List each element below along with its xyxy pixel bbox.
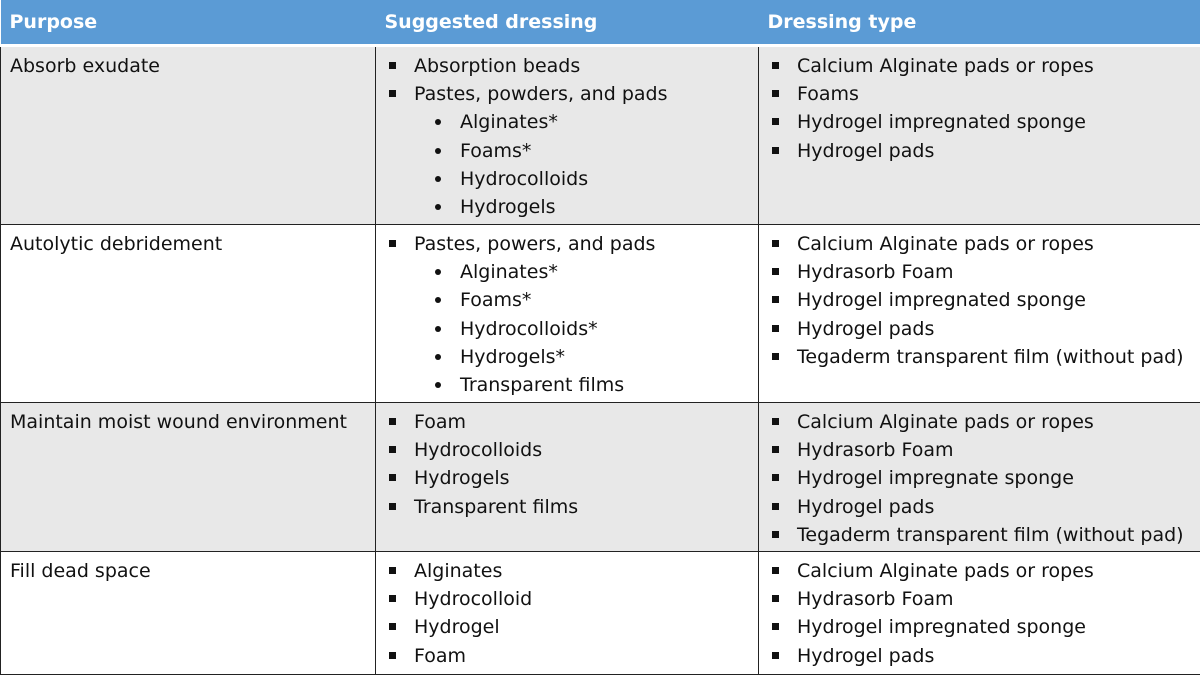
list-item-label: Hydrocolloid xyxy=(414,588,532,610)
dot-bullet-icon xyxy=(435,204,441,210)
list-item-label: Pastes, powders, and pads xyxy=(414,83,667,105)
dot-bullet-icon xyxy=(435,354,441,360)
type-list xyxy=(768,52,1200,165)
list-item xyxy=(432,315,758,343)
square-bullet-icon xyxy=(772,268,779,275)
list-item-label: Transparent films xyxy=(414,496,578,518)
table-body xyxy=(1,46,1200,675)
table-row xyxy=(1,46,1200,225)
square-bullet-icon xyxy=(772,90,779,97)
list-item-label: Hydrogel pads xyxy=(797,496,934,518)
list-item-label: Tegaderm transparent film (without pad) xyxy=(797,346,1184,368)
suggested-list xyxy=(385,408,758,521)
list-item-label: Calcium Alginate pads or ropes xyxy=(797,55,1094,77)
square-bullet-icon xyxy=(389,503,396,510)
list-item-label: Hydrasorb Foam xyxy=(797,439,954,461)
suggested-list xyxy=(385,557,758,670)
list-item-label: Hydrocolloids xyxy=(414,439,542,461)
list-item-label: Hydrogel impregnated sponge xyxy=(797,289,1086,311)
type-list xyxy=(768,557,1200,670)
list-item xyxy=(769,52,1200,80)
list-item-label: Hydrasorb Foam xyxy=(797,588,954,610)
list-item xyxy=(769,80,1200,108)
dot-bullet-icon xyxy=(435,119,441,125)
list-item xyxy=(432,258,758,286)
list-item xyxy=(769,493,1200,521)
dot-bullet-icon xyxy=(435,269,441,275)
square-bullet-icon xyxy=(772,446,779,453)
list-item xyxy=(386,80,758,108)
list-item-label: Hydrogels* xyxy=(460,346,565,368)
square-bullet-icon xyxy=(772,567,779,574)
square-bullet-icon xyxy=(772,652,779,659)
list-item xyxy=(769,436,1200,464)
square-bullet-icon xyxy=(772,296,779,303)
list-item xyxy=(386,436,758,464)
list-item-label: Transparent films xyxy=(460,374,624,396)
square-bullet-icon xyxy=(772,531,779,538)
table-row xyxy=(1,225,1200,403)
dot-bullet-icon xyxy=(435,297,441,303)
purpose-cell: Absorb exudate xyxy=(1,46,376,225)
square-bullet-icon xyxy=(772,503,779,510)
type-list xyxy=(768,230,1200,371)
square-bullet-icon xyxy=(772,595,779,602)
purpose-cell: Autolytic debridement xyxy=(1,225,376,403)
sub-list xyxy=(386,108,758,221)
list-item xyxy=(769,230,1200,258)
list-item-label: Hydrogel impregnate sponge xyxy=(797,467,1074,489)
table-row xyxy=(1,552,1200,675)
list-item xyxy=(386,557,758,585)
list-item-label: Hydrocolloids xyxy=(460,168,588,190)
suggested-cell xyxy=(376,552,759,675)
list-item-label: Calcium Alginate pads or ropes xyxy=(797,560,1094,582)
list-item xyxy=(432,286,758,314)
list-item-label: Hydrogel impregnated sponge xyxy=(797,111,1086,133)
list-item xyxy=(769,408,1200,436)
list-item xyxy=(386,585,758,613)
list-item xyxy=(432,371,758,399)
list-item-label: Hydrogel xyxy=(414,616,500,638)
square-bullet-icon xyxy=(772,418,779,425)
type-list xyxy=(768,408,1200,549)
list-item xyxy=(432,193,758,221)
list-item xyxy=(432,137,758,165)
square-bullet-icon xyxy=(389,446,396,453)
list-item-label: Hydrocolloids* xyxy=(460,318,598,340)
square-bullet-icon xyxy=(389,418,396,425)
list-item xyxy=(386,493,758,521)
list-item xyxy=(386,464,758,492)
suggested-cell xyxy=(376,46,759,225)
list-item-label: Foams xyxy=(797,83,859,105)
list-item-label: Hydrogel pads xyxy=(797,140,934,162)
square-bullet-icon xyxy=(772,62,779,69)
list-item-label: Hydrogel impregnated sponge xyxy=(797,616,1086,638)
list-item-label: Calcium Alginate pads or ropes xyxy=(797,233,1094,255)
list-item-label: Tegaderm transparent film (without pad) xyxy=(797,524,1184,546)
list-item xyxy=(432,165,758,193)
square-bullet-icon xyxy=(772,147,779,154)
table-header xyxy=(1,0,1200,46)
square-bullet-icon xyxy=(772,325,779,332)
header-suggested-dressing: Suggested dressing xyxy=(376,0,759,46)
list-item-label: Alginates xyxy=(414,560,502,582)
list-item xyxy=(769,521,1200,549)
table-row xyxy=(1,403,1200,552)
list-item xyxy=(386,52,758,80)
list-item xyxy=(386,642,758,670)
list-item-label: Hydrogels xyxy=(460,196,556,218)
dot-bullet-icon xyxy=(435,382,441,388)
square-bullet-icon xyxy=(772,474,779,481)
sub-list xyxy=(386,258,758,399)
list-item xyxy=(769,464,1200,492)
header-row xyxy=(1,0,1200,46)
list-item-label: Calcium Alginate pads or ropes xyxy=(797,411,1094,433)
list-item xyxy=(769,557,1200,585)
list-item xyxy=(769,258,1200,286)
list-item xyxy=(432,343,758,371)
list-item xyxy=(769,315,1200,343)
square-bullet-icon xyxy=(389,474,396,481)
square-bullet-icon xyxy=(772,118,779,125)
dot-bullet-icon xyxy=(435,326,441,332)
list-item xyxy=(769,343,1200,371)
list-item xyxy=(769,286,1200,314)
square-bullet-icon xyxy=(389,90,396,97)
list-item-label: Pastes, powers, and pads xyxy=(414,233,655,255)
suggested-list xyxy=(385,230,758,399)
square-bullet-icon xyxy=(389,240,396,247)
purpose-cell: Fill dead space xyxy=(1,552,376,675)
list-item xyxy=(769,613,1200,641)
type-cell xyxy=(759,46,1200,225)
list-item-label: Alginates* xyxy=(460,111,558,133)
list-item xyxy=(432,108,758,136)
suggested-cell xyxy=(376,225,759,403)
dot-bullet-icon xyxy=(435,148,441,154)
list-item-label: Foam xyxy=(414,411,466,433)
square-bullet-icon xyxy=(389,623,396,630)
type-cell xyxy=(759,403,1200,552)
square-bullet-icon xyxy=(389,62,396,69)
list-item-label: Absorption beads xyxy=(414,55,580,77)
list-item-label: Hydrogel pads xyxy=(797,645,934,667)
square-bullet-icon xyxy=(772,623,779,630)
list-item xyxy=(769,585,1200,613)
square-bullet-icon xyxy=(772,353,779,360)
type-cell xyxy=(759,225,1200,403)
list-item xyxy=(386,230,758,258)
list-item-label: Hydrogel pads xyxy=(797,318,934,340)
list-item-label: Hydrasorb Foam xyxy=(797,261,954,283)
square-bullet-icon xyxy=(772,240,779,247)
list-item xyxy=(769,642,1200,670)
square-bullet-icon xyxy=(389,567,396,574)
list-item-label: Foams* xyxy=(460,140,531,162)
list-item-label: Foam xyxy=(414,645,466,667)
square-bullet-icon xyxy=(389,595,396,602)
suggested-list xyxy=(385,52,758,221)
header-purpose: Purpose xyxy=(1,0,376,46)
purpose-cell: Maintain moist wound environment xyxy=(1,403,376,552)
list-item xyxy=(769,137,1200,165)
list-item xyxy=(386,613,758,641)
list-item-label: Foams* xyxy=(460,289,531,311)
list-item-label: Hydrogels xyxy=(414,467,510,489)
list-item xyxy=(386,408,758,436)
dot-bullet-icon xyxy=(435,176,441,182)
list-item xyxy=(769,108,1200,136)
type-cell xyxy=(759,552,1200,675)
suggested-cell xyxy=(376,403,759,552)
square-bullet-icon xyxy=(389,652,396,659)
header-dressing-type: Dressing type xyxy=(759,0,1200,46)
list-item-label: Alginates* xyxy=(460,261,558,283)
